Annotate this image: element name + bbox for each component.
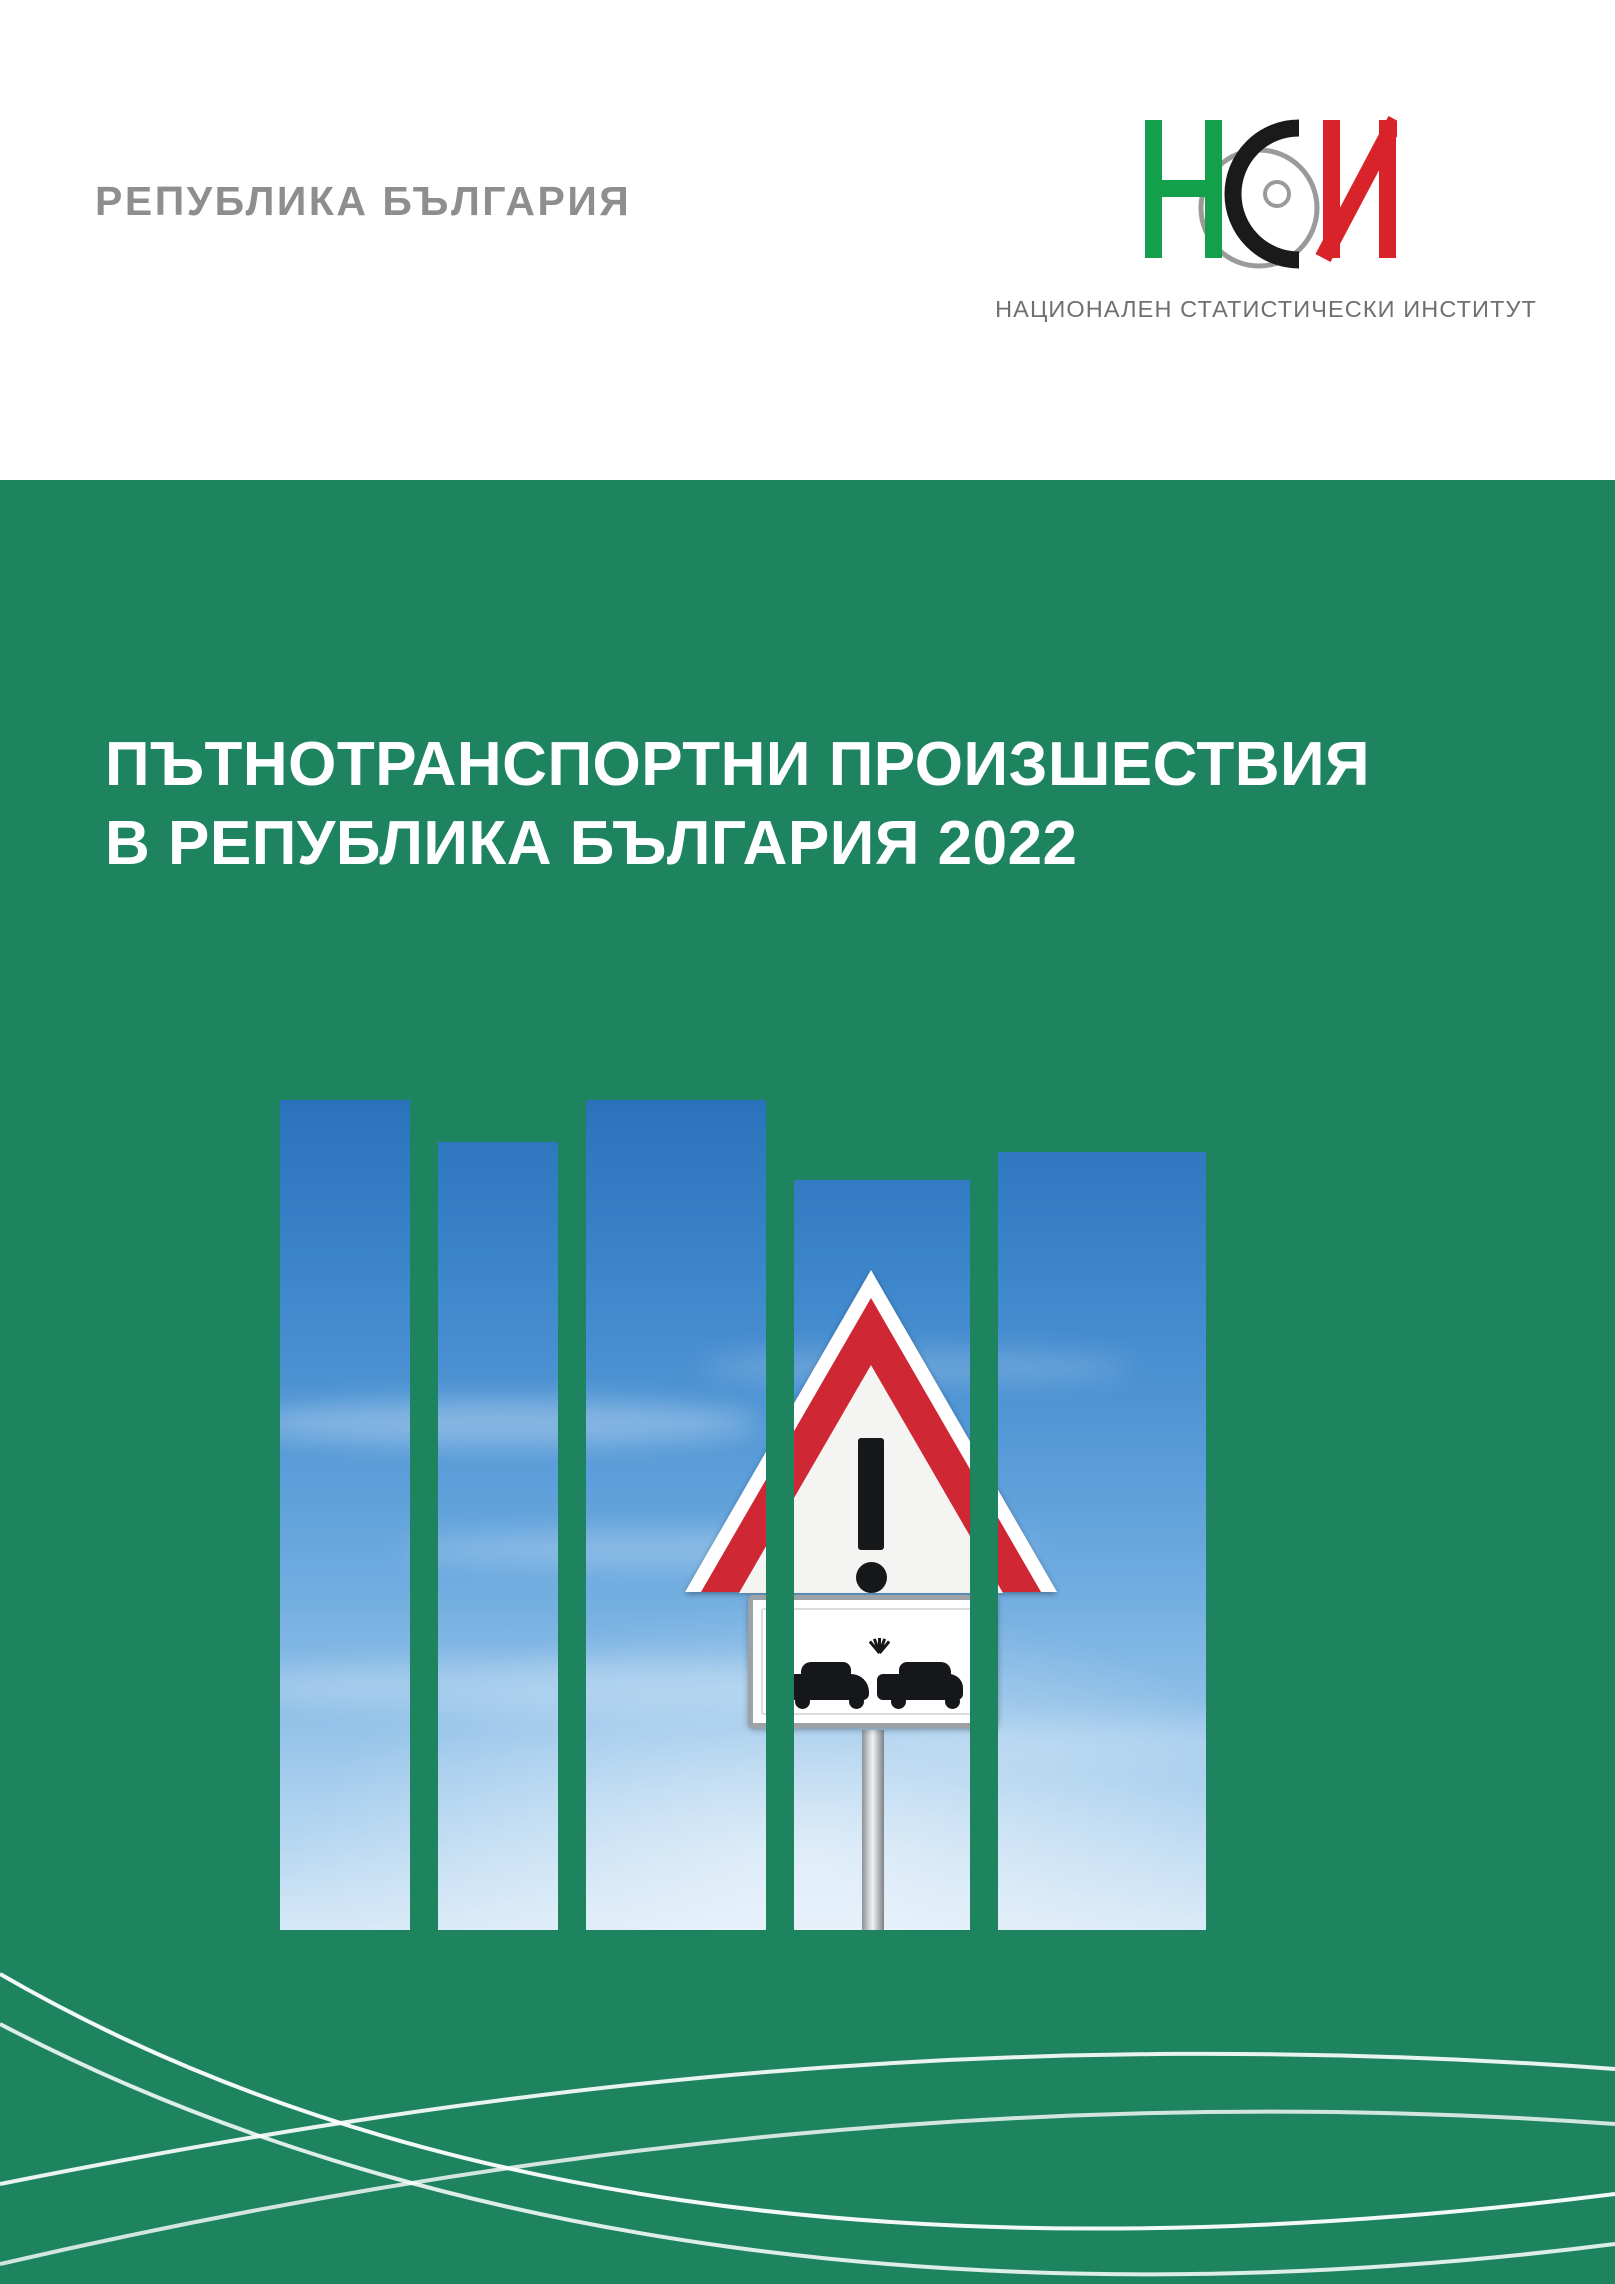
cover-illustration [280, 1100, 1340, 1930]
bar-gap-3 [766, 1100, 794, 1930]
title-line-2: В РЕПУБЛИКА БЪЛГАРИЯ 2022 [105, 809, 1078, 879]
bar-top-2 [438, 1100, 558, 1142]
exclamation-bar-icon [858, 1438, 884, 1550]
page-title [105, 725, 1545, 884]
sign-pole [862, 1730, 884, 1930]
sky-photo [280, 1100, 1340, 1930]
bar-right-mask [1206, 1100, 1340, 1930]
country-label: РЕПУБЛИКА БЪЛГАРИЯ [95, 178, 632, 224]
bar-gap-2 [558, 1100, 586, 1930]
nsi-logo-icon [1127, 108, 1397, 276]
bar-gap-4 [970, 1100, 998, 1930]
exclamation-dot-icon [856, 1562, 887, 1593]
traffic-sign [660, 1270, 1080, 1930]
institute-name: НАЦИОНАЛЕН СТАТИСТИЧЕСКИ ИНСТИТУТ [995, 296, 1537, 322]
title-line-1: ПЪТНОТРАНСПОРТНИ ПРОИЗШЕСТВИЯ [105, 730, 1371, 799]
cover-body [0, 480, 1615, 2284]
bar-gap-1 [410, 1100, 438, 1930]
nsi-logo-block [977, 108, 1537, 338]
document-header [0, 0, 1615, 480]
bar-top-4 [794, 1100, 970, 1180]
collision-spark-icon [857, 1638, 903, 1674]
